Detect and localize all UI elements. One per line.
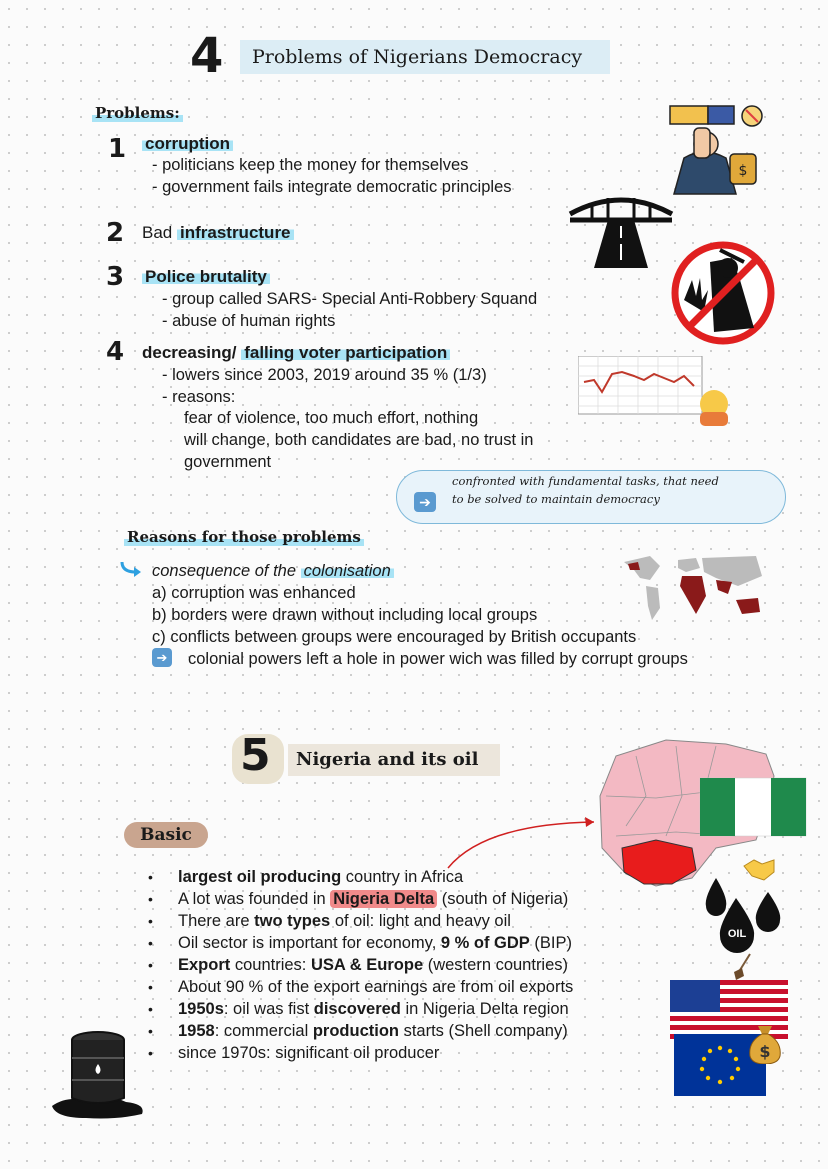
voter-chart-illustration <box>578 356 730 428</box>
problem-2-title-text: infrastructure <box>177 223 294 242</box>
consequence-word: colonisation <box>301 562 394 580</box>
oil-fact-6: • About 90 % of the export earnings are from oil exports <box>146 976 646 998</box>
problem-4-reason-1: fear of violence, too much effort, nothing <box>184 409 479 427</box>
problem-3-number: 3 <box>106 262 125 292</box>
curved-arrow-icon <box>118 558 146 578</box>
oil-fact-7: • 1950s: oil was fist discovered in Nigeria Delta region <box>146 998 646 1020</box>
arrow-right-icon: ➔ <box>152 648 172 667</box>
corruption-illustration <box>664 98 774 198</box>
problem-4-number: 4 <box>106 337 125 367</box>
basic-label: Basic <box>124 822 208 848</box>
oil-fact-8: • 1958: commercial production starts (Shell company) <box>146 1020 646 1042</box>
oil-fact-1: • largest oil producing country in Africa <box>146 866 646 888</box>
reason-b: b) borders were drawn without including local groups <box>152 606 538 624</box>
reason-a: a) corruption was enhanced <box>152 584 356 602</box>
oil-drop-label: OIL <box>727 928 747 940</box>
problem-3-title-text: Police brutality <box>142 267 270 286</box>
consequence-line <box>152 560 394 582</box>
oil-fact-2: • A lot was founded in Nigeria Delta (south of Nigeria) <box>146 888 646 910</box>
problem-4-reason-2: will change, both candidates are bad, no trust in <box>184 431 534 449</box>
oil-fact-3: • There are two types of oil: light and heavy oil <box>146 910 646 932</box>
problems-label: Problems: <box>92 104 183 122</box>
police-brutality-illustration <box>670 240 776 346</box>
nigeria-delta-highlight: Nigeria Delta <box>330 890 437 908</box>
oil-barrel-illustration <box>46 1030 150 1120</box>
reasons-title: Reasons for those problems <box>124 528 364 546</box>
consequence-prefix: consequence of the <box>152 562 301 580</box>
section-4-number: 4 <box>190 28 224 84</box>
problem-4-title <box>142 342 450 364</box>
problem-2-title <box>142 222 294 244</box>
oil-fact-9: • since 1970s: significant oil producer <box>146 1042 646 1064</box>
bridge-illustration <box>566 190 676 270</box>
problem-4-prefix: decreasing/ <box>142 343 242 362</box>
world-colonies-map <box>620 550 770 624</box>
section-4-title: Problems of Nigerians Democracy <box>240 40 610 74</box>
svg-text:$: $ <box>738 163 748 179</box>
conclusion-line: colonial powers left a hole in power wich was filled by corrupt groups <box>188 650 688 668</box>
problem-1-line-1: - politicians keep the money for themselves <box>152 156 469 174</box>
oil-fact-5: • Export countries: USA & Europe (western countries) <box>146 954 646 976</box>
problem-4-line-1: - lowers since 2003, 2019 around 35 % (1/3) <box>162 366 487 384</box>
section-5-title: Nigeria and its oil <box>288 744 500 776</box>
problem-4-title-text: falling voter participation <box>241 343 450 362</box>
arrow-right-icon: ➔ <box>414 492 436 512</box>
svg-text:$: $ <box>759 1042 771 1061</box>
problem-4-reason-3: government <box>184 453 272 471</box>
oil-drops-illustration <box>700 876 784 958</box>
note-line-1: confronted with fundamental tasks, that need <box>452 474 719 488</box>
section-5-number: 5 <box>240 730 271 781</box>
note-line-2: to be solved to maintain democracy <box>452 492 660 506</box>
problem-2-prefix: Bad <box>142 223 177 242</box>
arrow-to-map <box>444 814 604 874</box>
reason-c: c) conflicts between groups were encouraged by British occupants <box>152 628 637 646</box>
problem-3-title <box>142 266 270 288</box>
money-bag-icon <box>748 1022 782 1064</box>
problem-2-number: 2 <box>106 218 125 248</box>
problem-1-number: 1 <box>108 134 127 164</box>
problem-1-line-2: - government fails integrate democratic principles <box>152 178 512 196</box>
shovel-icon <box>730 952 754 982</box>
problem-4-line-2: - reasons: <box>162 388 236 406</box>
oil-facts-list <box>146 866 646 1064</box>
problem-3-line-1: - group called SARS- Special Anti-Robbery Squand <box>162 290 538 308</box>
problem-1-title-text: corruption <box>142 134 233 153</box>
problem-3-line-2: - abuse of human rights <box>162 312 336 330</box>
nigeria-map-illustration <box>596 736 810 888</box>
problem-1-title <box>142 133 233 155</box>
oil-fact-4: • Oil sector is important for economy, 9 % of GDP (BIP) <box>146 932 646 954</box>
